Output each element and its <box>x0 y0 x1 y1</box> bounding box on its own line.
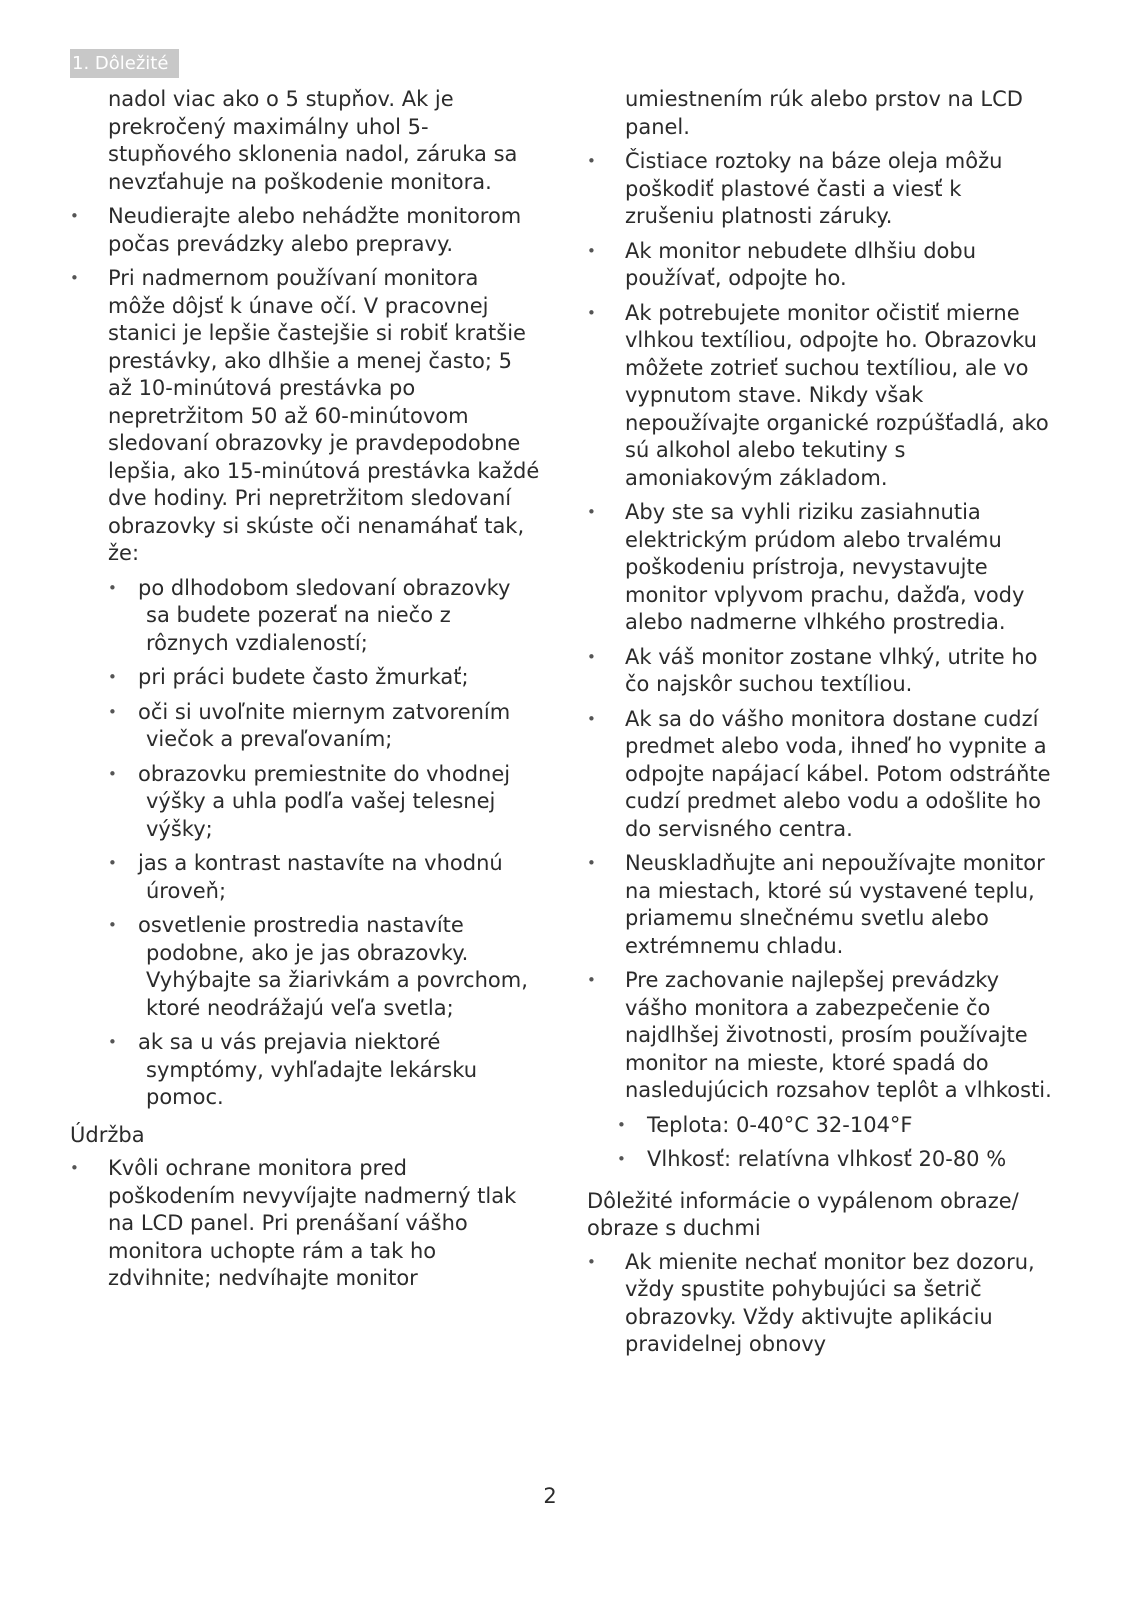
list-item <box>70 265 540 1112</box>
continuation-text: nadol viac ako o 5 stupňov. Ak je prekročený maximálny uhol 5-stupňového sklonenia nadol, záruka sa nevzťahuje na poškodenie monitora. <box>108 87 518 194</box>
sub-list-item: • oči si uvoľnite miernym zatvorením viečok a prevaľovaním; <box>108 699 540 754</box>
section-heading: Dôležité informácie o vypálenom obraze/ obraze s duchmi <box>587 1188 1019 1240</box>
list-item: • Ak váš monitor zostane vlhký, utrite ho čo najskôr suchou textíliou. <box>587 644 1057 699</box>
list-item: • Kvôli ochrane monitora pred poškodením nevyvíjajte nadmerný tlak na LCD panel. Pri prenášaní vášho monitora uchopte rám a tak ho zdvihnite; nedvíhajte monitor <box>70 1155 540 1293</box>
sub-list-item: • ak sa u vás prejavia niektoré symptómy, vyhľadajte lekársku pomoc. <box>108 1029 540 1112</box>
sub-list-item: • obrazovku premiestnite do vhodnej výšky a uhla podľa vašej telesnej výšky; <box>108 761 540 844</box>
sub-list-item: • Teplota: 0-40°C 32-104°F <box>617 1112 1057 1140</box>
page-number: 2 <box>543 1484 557 1508</box>
list-item <box>587 967 1057 1174</box>
list-item-text: Pri nadmernom používaní monitora môže dôjsť k únave očí. V pracovnej stanici je lepšie častejšie si robiť kratšie prestávky, ako dlhšie a menej často; 5 až 10-minútová prestávka po nepretržitom 50 až 60-minútovom sledovaní obrazovky je pravdepodobne lepšia, ako 15-minútová prestávka každé dve hodiny. Pri nepretržitom sledovaní obrazovky si skúste oči nenamáhať tak, že: <box>108 266 540 565</box>
sub-list-item: • jas a kontrast nastavíte na vhodnú úroveň; <box>108 850 540 905</box>
continuation-text: umiestnením rúk alebo prstov na LCD panel. <box>625 87 1023 139</box>
list-item: • Ak mienite nechať monitor bez dozoru, vždy spustite pohybujúci sa šetrič obrazovky. Vždy aktivujte aplikáciu pravidelnej obnovy <box>587 1249 1057 1359</box>
sub-bullet-list <box>108 575 540 1112</box>
sub-list-item: • po dlhodobom sledovaní obrazovky sa budete pozerať na niečo z rôznych vzdialeností; <box>108 575 540 658</box>
sub-list-item: • pri práci budete často žmurkať; <box>108 664 540 692</box>
list-item: • Čistiace roztoky na báze oleja môžu poškodiť plastové časti a viesť k zrušeniu platnosti záruky. <box>587 148 1057 231</box>
sub-bullet-list <box>617 1112 1057 1174</box>
bullet-list <box>587 148 1057 1174</box>
list-item: • Ak sa do vášho monitora dostane cudzí predmet alebo voda, ihneď ho vypnite a odpojte napájací kábel. Potom odstráňte cudzí predmet alebo vodu a odošlite ho do servisného centra. <box>587 706 1057 844</box>
section-heading: Údržba <box>70 1122 145 1147</box>
list-item: • Ak potrebujete monitor očistiť mierne vlhkou textíliou, odpojte ho. Obrazovku môžete zotrieť suchou textíliou, ale vo vypnutom stave. Nikdy však nepoužívajte organické rozpúšťadlá, ako sú alkohol alebo tekutiny s amoniakovým základom. <box>587 300 1057 493</box>
list-item-text: Pre zachovanie najlepšej prevádzky vášho monitora a zabezpečenie čo najdlhšej životnosti, prosím používajte monitor na mieste, ktoré spadá do nasledujúcich rozsahov teplôt a vlhkosti. <box>625 968 1052 1102</box>
sub-list-item: • Vlhkosť: relatívna vlhkosť 20-80 % <box>617 1146 1057 1174</box>
list-item: • Ak monitor nebudete dlhšiu dobu používať, odpojte ho. <box>587 238 1057 293</box>
right-column <box>587 86 1057 1359</box>
list-item: • Neuskladňujte ani nepoužívajte monitor na miestach, ktoré sú vystavené teplu, priamemu slnečnému svetlu alebo extrémnemu chladu. <box>587 850 1057 960</box>
list-item: • Aby ste sa vyhli riziku zasiahnutia elektrickým prúdom alebo trvalému poškodeniu prístroja, nevystavujte monitor vplyvom prachu, dažďa, vody alebo nadmerne vlhkého prostredia. <box>587 499 1057 637</box>
list-item: • Neudierajte alebo nehádžte monitorom počas prevádzky alebo prepravy. <box>70 203 540 258</box>
bullet-list <box>70 1155 540 1293</box>
bullet-list <box>587 1249 1057 1359</box>
sub-list-item: • osvetlenie prostredia nastavíte podobne, ako je jas obrazovky. Vyhýbajte sa žiarivkám a povrchom, ktoré neodrážajú veľa svetla; <box>108 912 540 1022</box>
bullet-list <box>70 203 540 1112</box>
left-column <box>70 86 540 1293</box>
section-tab: 1. Dôležité <box>70 49 179 78</box>
